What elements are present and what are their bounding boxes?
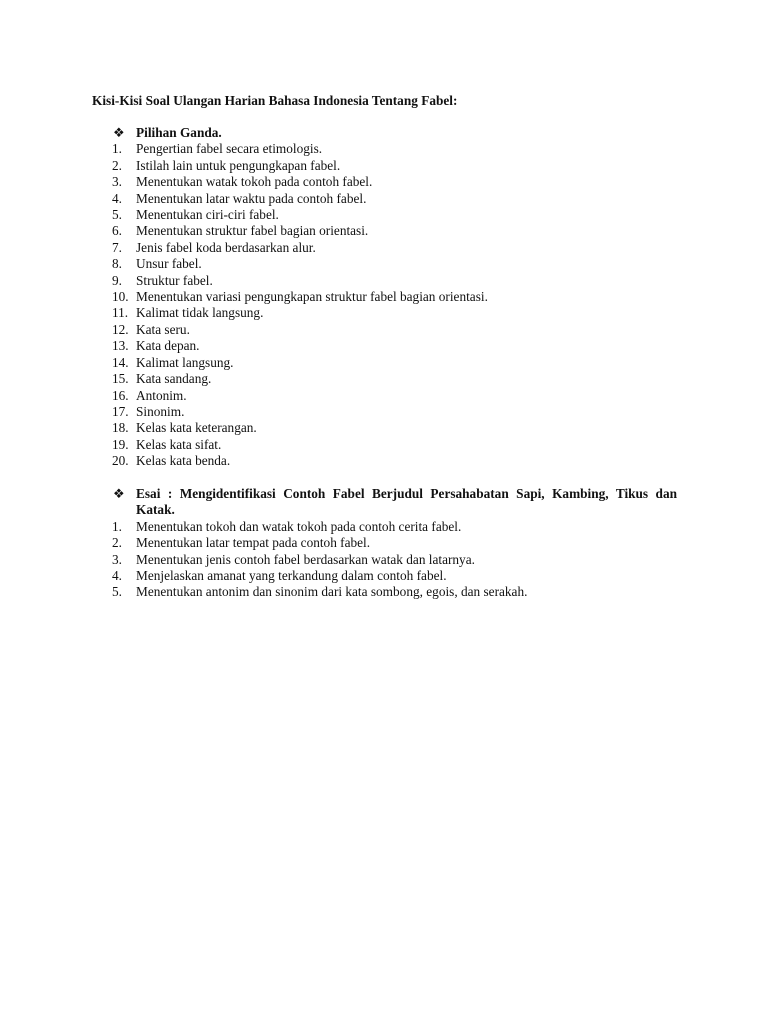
item-number: 20. — [112, 453, 129, 469]
item-text: Unsur fabel. — [136, 256, 202, 272]
item-text: Kelas kata sifat. — [136, 436, 222, 452]
list-item — [112, 355, 677, 371]
item-text: Menentukan antonim dan sinonim dari kata sombong, egois, dan serakah. — [136, 584, 528, 600]
item-number: 6. — [112, 223, 122, 239]
list-item — [112, 256, 677, 272]
item-text: Istilah lain untuk pengungkapan fabel. — [136, 157, 341, 173]
list-item — [112, 519, 677, 535]
item-text: Antonim. — [136, 387, 187, 403]
list-item — [112, 552, 677, 568]
item-number: 11. — [112, 305, 129, 321]
question-list-esai — [112, 519, 677, 601]
item-text: Kelas kata keterangan. — [136, 420, 257, 436]
item-number: 8. — [112, 256, 122, 272]
document-title: Kisi-Kisi Soal Ulangan Harian Bahasa Indonesia Tentang Fabel: — [92, 93, 458, 108]
section-heading-esai — [112, 486, 677, 519]
item-number: 5. — [112, 207, 122, 223]
list-item — [112, 535, 677, 551]
item-number: 12. — [112, 321, 129, 337]
list-item — [112, 404, 677, 420]
diamond-bullet-icon: ❖ — [113, 486, 125, 501]
item-number: 17. — [112, 403, 129, 419]
item-number: 9. — [112, 272, 122, 288]
list-item — [112, 289, 677, 305]
section-heading-pilihan-ganda — [112, 125, 677, 141]
item-text: Kata sandang. — [136, 371, 212, 387]
item-number: 14. — [112, 354, 129, 370]
item-text: Menentukan ciri-ciri fabel. — [136, 207, 279, 223]
list-item — [112, 453, 677, 469]
item-number: 10. — [112, 289, 129, 305]
item-number: 13. — [112, 338, 129, 354]
item-text: Kalimat langsung. — [136, 354, 234, 370]
item-number: 2. — [112, 535, 122, 551]
item-number: 1. — [112, 518, 122, 534]
item-number: 2. — [112, 157, 122, 173]
section-esai — [112, 486, 677, 601]
item-number: 18. — [112, 420, 129, 436]
item-number: 3. — [112, 174, 122, 190]
list-item — [112, 141, 677, 157]
list-item — [112, 158, 677, 174]
section-pilihan-ganda — [112, 125, 677, 470]
item-text: Menjelaskan amanat yang terkandung dalam contoh fabel. — [136, 568, 447, 584]
list-item — [112, 305, 677, 321]
list-item — [112, 420, 677, 436]
item-number: 19. — [112, 436, 129, 452]
section-heading-text: Esai : Mengidentifikasi Contoh Fabel Berjudul Persahabatan Sapi, Kambing, Tikus dan Katak. — [136, 486, 677, 518]
question-list-pilihan-ganda — [112, 141, 677, 469]
list-item — [112, 322, 677, 338]
item-text: Kata depan. — [136, 338, 200, 354]
item-number: 4. — [112, 190, 122, 206]
item-text: Kata seru. — [136, 321, 190, 337]
list-item — [112, 207, 677, 223]
item-text: Kelas kata benda. — [136, 453, 231, 469]
list-item — [112, 174, 677, 190]
list-item — [112, 437, 677, 453]
item-number: 1. — [112, 141, 122, 157]
item-number: 3. — [112, 551, 122, 567]
diamond-bullet-icon: ❖ — [113, 125, 125, 140]
item-number: 7. — [112, 239, 122, 255]
item-text: Menentukan latar tempat pada contoh fabel. — [136, 535, 371, 551]
list-item — [112, 240, 677, 256]
list-item — [112, 191, 677, 207]
section-heading-text: Pilihan Ganda. — [136, 125, 222, 140]
item-text: Menentukan watak tokoh pada contoh fabel. — [136, 174, 373, 190]
list-item — [112, 273, 677, 289]
item-text: Jenis fabel koda berdasarkan alur. — [136, 239, 316, 255]
item-text: Menentukan variasi pengungkapan struktur fabel bagian orientasi. — [136, 289, 488, 305]
item-number: 4. — [112, 568, 122, 584]
list-item — [112, 584, 677, 600]
item-text: Struktur fabel. — [136, 272, 213, 288]
item-text: Menentukan jenis contoh fabel berdasarkan watak dan latarnya. — [136, 551, 475, 567]
item-text: Menentukan latar waktu pada contoh fabel. — [136, 190, 367, 206]
item-text: Pengertian fabel secara etimologis. — [136, 141, 323, 157]
item-text: Menentukan struktur fabel bagian orientasi. — [136, 223, 369, 239]
item-number: 15. — [112, 371, 129, 387]
item-number: 5. — [112, 584, 122, 600]
item-text: Kalimat tidak langsung. — [136, 305, 264, 321]
item-number: 16. — [112, 387, 129, 403]
list-item — [112, 338, 677, 354]
list-item — [112, 568, 677, 584]
list-item — [112, 223, 677, 239]
item-text: Sinonim. — [136, 403, 185, 419]
list-item — [112, 371, 677, 387]
list-item — [112, 388, 677, 404]
item-text: Menentukan tokoh dan watak tokoh pada contoh cerita fabel. — [136, 518, 462, 534]
